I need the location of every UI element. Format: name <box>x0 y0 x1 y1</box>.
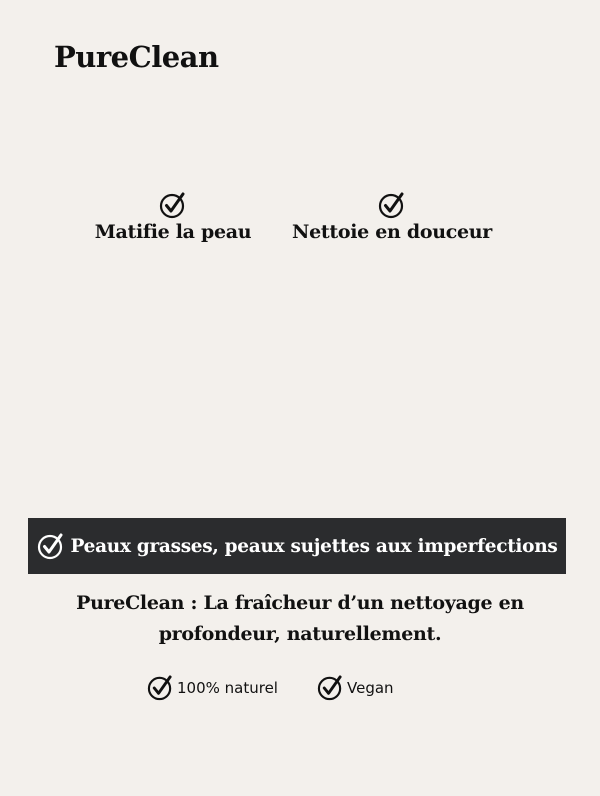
benefit-gentle-cleansing <box>292 191 492 243</box>
badge-vegan <box>317 674 394 701</box>
check-circle-icon <box>37 532 65 560</box>
tagline-line-2: profondeur, naturellement. <box>158 623 442 645</box>
check-circle-icon <box>159 191 187 219</box>
badge-label: Vegan <box>347 678 394 697</box>
skin-type-banner <box>28 518 566 574</box>
brand-logo: PureClean <box>54 40 219 74</box>
badge-label: 100% naturel <box>177 678 278 697</box>
check-circle-icon <box>378 191 406 219</box>
badge-natural <box>147 674 278 701</box>
check-circle-icon <box>147 674 174 701</box>
benefit-label: Matifie la peau <box>94 221 252 243</box>
tagline <box>40 588 560 650</box>
benefit-mattifies <box>94 191 252 243</box>
tagline-line-1: PureClean : La fraîcheur d’un nettoyage en <box>76 592 524 614</box>
benefit-label: Nettoie en douceur <box>292 221 492 243</box>
banner-text: Peaux grasses, peaux sujettes aux imperfections <box>70 535 558 557</box>
check-circle-icon <box>317 674 344 701</box>
